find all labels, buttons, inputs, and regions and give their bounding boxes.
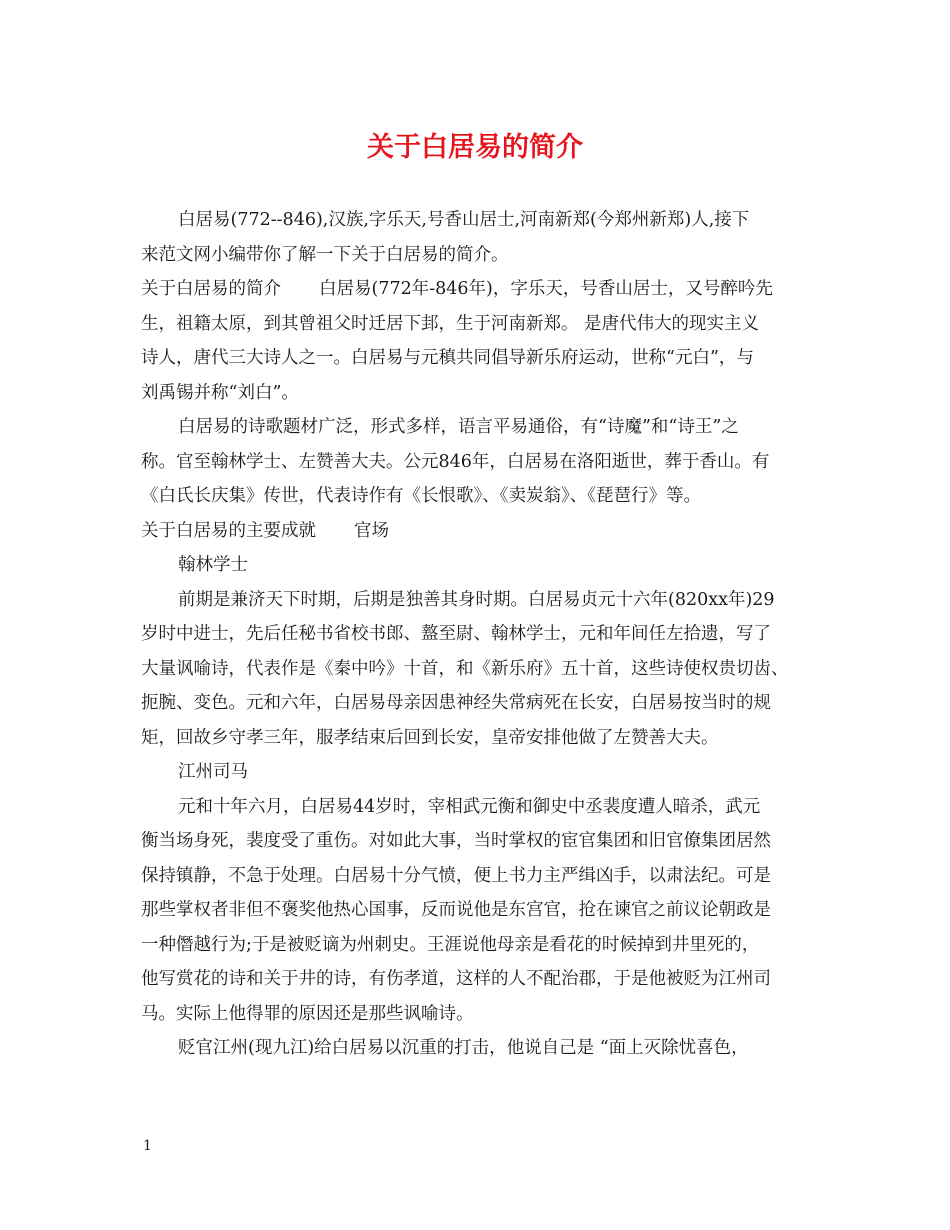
paragraph-line: 那些掌权者非但不褒奖他热心国事，反而说他是东宫官，抢在谏官之前议论朝政是	[141, 900, 771, 920]
section-heading: 关于白居易的主要成就	[141, 520, 316, 541]
paragraph-line: 保持镇静，不急于处理。白居易十分气愤，便上书力主严缉凶手，以肃法纪。可是	[141, 865, 771, 886]
page-title: 关于白居易的简介	[367, 132, 583, 163]
paragraph-line: 刘禹锡并称“刘白”。	[141, 382, 299, 403]
section-heading: 关于白居易的简介	[141, 279, 281, 299]
paragraph-line: 一种僭越行为;于是被贬谪为州刺史。王涯说他母亲是看花的时候掉到井里死的，	[141, 934, 760, 955]
article-body	[141, 203, 813, 1066]
section-line	[141, 514, 813, 549]
paragraph-line: 白居易的诗歌题材广泛，形式多样，语言平易通俗，有“诗魔”和“诗王”之	[178, 417, 739, 437]
paragraph-line: 马。实际上他得罪的原因还是那些讽喻诗。	[141, 1003, 474, 1024]
paragraph-line: 他写赏花的诗和关于井的诗，有伤孝道，这样的人不配治郡，于是他被贬为江州司	[141, 969, 771, 989]
paragraph-line: 《白氏长庆集》传世，代表诗作有《长恨歌》、《卖炭翁》、《琵琶行》等。	[141, 486, 701, 506]
paragraph-line: 诗人，唐代三大诗人之一。白居易与元稹共同倡导新乐府运动，世称“元白”，与	[141, 348, 754, 368]
paragraph-line: 前期是兼济天下时期，后期是独善其身时期。白居易贞元十六年(820xx年)29	[178, 589, 775, 610]
paragraph-line: 扼腕、变色。元和六年，白居易母亲因患神经失常病死在长安，白居易按当时的规	[141, 693, 771, 713]
paragraph-line: 贬官江州(现九江)给白居易以沉重的打击，他说自己是 “面上灭除忧喜色，	[178, 1038, 749, 1058]
subsection-heading: 翰林学士	[178, 555, 248, 575]
paragraph-line: 来范文网小编带你了解一下关于白居易的简介。	[141, 244, 509, 265]
paragraph-line: 生，祖籍太原，到其曾祖父时迁居下邽，生于河南新郑。 是唐代伟大的现实主义	[141, 313, 760, 334]
section-line	[141, 272, 813, 307]
paragraph-line: 大量讽喻诗，代表作是《秦中吟》十首，和《新乐府》五十首，这些诗使权贵切齿、	[141, 658, 789, 679]
paragraph-line: 称。官至翰林学士、左赞善大夫。公元846年，白居易在洛阳逝世，葬于香山。有	[141, 451, 770, 472]
paragraph-line: 矩，回故乡守孝三年，服孝结束后回到长安，皇帝安排他做了左赞善大夫。	[141, 727, 719, 748]
subsection-heading: 江州司马	[178, 762, 248, 782]
page-number: 1	[143, 1138, 152, 1154]
paragraph-line: 岁时中进士，先后任秘书省校书郎、盩至尉、翰林学士，元和年间任左拾遗，写了	[141, 624, 771, 644]
paragraph-line: 元和十年六月，白居易44岁时，宰相武元衡和御史中丞裴度遭人暗杀，武元	[178, 796, 761, 817]
paragraph-text: 白居易(772年-846年)，字乐天，号香山居士，又号醉吟先	[319, 279, 773, 299]
paragraph-line: 白居易(772--846),汉族,字乐天,号香山居士,河南新郑(今郑州新郑)人,接下	[178, 210, 750, 230]
paragraph-line: 衡当场身死，裴度受了重伤。对如此大事，当时掌权的宦官集团和旧官僚集团居然	[141, 831, 771, 851]
subsection-heading: 官场	[354, 520, 389, 541]
